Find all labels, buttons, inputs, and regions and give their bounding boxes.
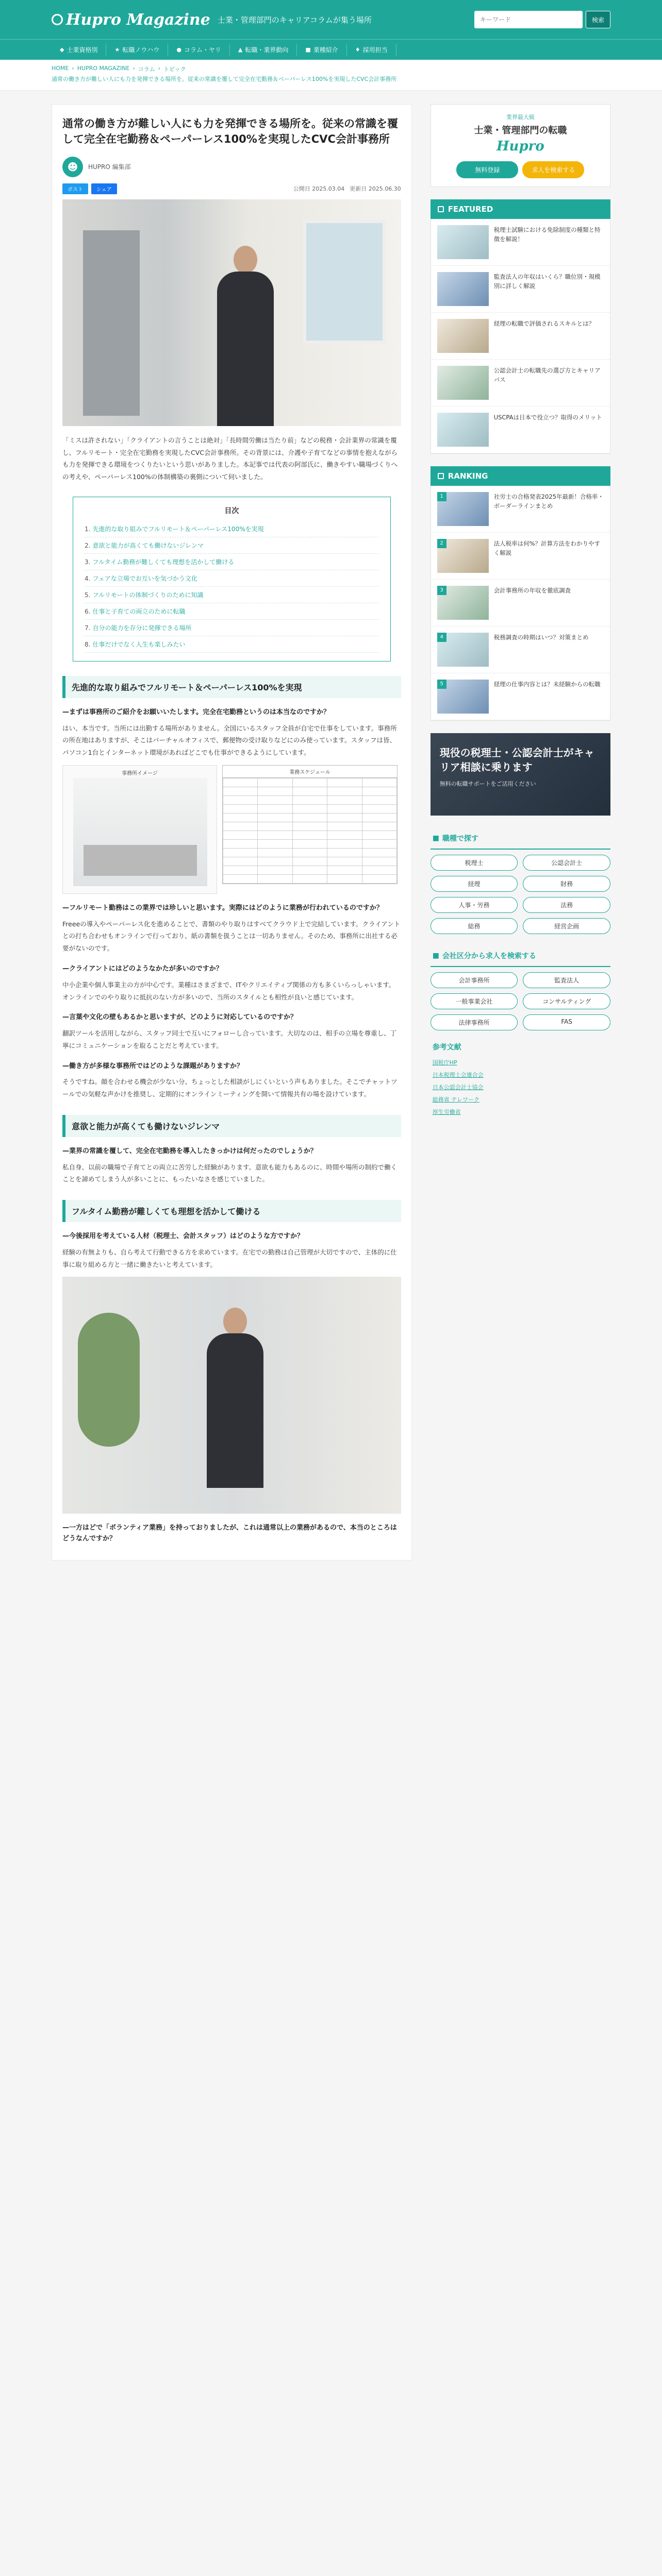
- share-x-button[interactable]: ポスト: [62, 183, 88, 194]
- career-cta-banner[interactable]: [431, 733, 610, 816]
- answer: 私自身、以前の職場で子育てとの両立に苦労した経験があります。意欲も能力もあるのに、時間や場所の制約で働くことを諦めてしまう人が多いことに、もったいなさを感じていました。: [62, 1163, 398, 1183]
- toc-item[interactable]: 4. フェアな立場でお互いを気づかう文化: [85, 570, 379, 587]
- chevron-right-icon: ›: [72, 65, 74, 72]
- job-search-heading: ■ 職種で探す: [431, 828, 610, 850]
- reference-link[interactable]: 国税庁HP: [432, 1059, 457, 1066]
- door-shape: [83, 230, 140, 416]
- breadcrumb-item[interactable]: HUPRO MAGAZINE: [77, 65, 130, 72]
- company-chip-grid: [431, 972, 610, 1030]
- chevron-right-icon: ›: [158, 65, 161, 72]
- company-search-heading: ■ 会社区分から求人を検索する: [431, 945, 610, 967]
- ranking-item[interactable]: 2 法人税率は何%？計算方法をわかりやすく解説: [431, 533, 610, 580]
- featured-item[interactable]: 公認会計士の転職先の選び方とキャリアパス: [431, 360, 610, 406]
- tagline: 士業・管理部門のキャリアコラムが集う場所: [217, 15, 372, 25]
- person-figure: [217, 246, 274, 426]
- nav-icon: ■: [305, 46, 311, 53]
- banner-brand: Hupro: [496, 139, 544, 154]
- portrait-photo: [62, 1277, 401, 1514]
- answer: 経験の有無よりも、自ら考えて行動できる方を求めています。在宅での勤務は自己管理が大切ですので、主体的に仕事に取り組める方と一緒に働きたいと考えています。: [62, 1248, 397, 1268]
- nav-item-industry[interactable]: [297, 44, 346, 56]
- toc-title: 目次: [224, 506, 239, 515]
- nav-icon: ◆: [60, 46, 64, 53]
- nav-item-trend[interactable]: [230, 44, 297, 56]
- ranking-thumb: 2: [437, 539, 489, 573]
- table-of-contents: [73, 497, 391, 662]
- company-chip[interactable]: FAS: [523, 1014, 610, 1030]
- reference-link[interactable]: 総務省 テレワーク: [432, 1096, 479, 1103]
- article-title: 通常の働き方が難しい人にも力を発揮できる場所を。従来の常識を覆して完全在宅勤務＆ペーパーレス100%を実現したCVC会計事務所: [62, 117, 398, 146]
- featured-list: [431, 219, 610, 454]
- building-icon: ■: [432, 952, 439, 960]
- search-input[interactable]: [474, 11, 583, 28]
- company-chip[interactable]: 監査法人: [523, 972, 610, 988]
- breadcrumb-item[interactable]: HOME: [52, 65, 69, 72]
- nav-icon: ♦: [355, 46, 360, 53]
- references-title: 参考文献: [432, 1043, 461, 1052]
- main-nav: [0, 39, 662, 60]
- section-heading: 意欲と能力が高くても働けないジレンマ: [62, 1115, 401, 1137]
- dates: [293, 184, 401, 193]
- ranking-thumb: 4: [437, 633, 489, 667]
- section-heading: 先進的な取り組みでフルリモート＆ペーパーレス100%を実現: [62, 676, 401, 698]
- featured-item[interactable]: 税理士試験における免除制度の種類と特徴を解説！: [431, 219, 610, 266]
- toc-item[interactable]: 1. 先進的な取り組みでフルリモート＆ペーパーレス100%を実現: [85, 521, 379, 537]
- answer: そうですね。顔を合わせる機会が少ない分、ちょっとした相談がしにくいという声もありました。そこでチャットツールでの気軽な声かけを推奨し、定期的にオンラインミーティングを開いて情報共有の場を設けています。: [62, 1078, 398, 1098]
- ranking-thumb: 5: [437, 680, 489, 714]
- grid-icon: [438, 206, 444, 212]
- answer: Freeeの導入やペーパーレス化を進めることで、書類のやり取りはすべてクラウド上で完結しています。クライアントとの打ち合わせもオンラインで行っており、紙の書類を扱うことは一切ありません。そのため、事務所に出社する必要がないのです。: [62, 920, 401, 953]
- job-chip[interactable]: 法務: [523, 897, 610, 913]
- section-heading: フルタイム勤務が難しくても理想を活かして働ける: [62, 1200, 401, 1222]
- nav-label: 転職・業界動向: [245, 46, 289, 54]
- cta-title: 現役の税理士・公認会計士がキャリア相談に乗ります: [439, 747, 594, 773]
- featured-thumb: [437, 366, 489, 400]
- nav-label: コラム・ヤリ: [184, 46, 221, 54]
- reference-link[interactable]: 日本税理士会連合会: [432, 1072, 484, 1078]
- toc-item[interactable]: 7. 自分の能力を存分に発揮できる場所: [85, 620, 379, 636]
- job-chip[interactable]: 総務: [431, 918, 518, 934]
- briefcase-icon: ■: [432, 834, 439, 842]
- published-date: 公開日 2025.03.04: [293, 185, 345, 193]
- nav-item-shigyo[interactable]: [52, 44, 106, 56]
- job-chip[interactable]: 人事・労務: [431, 897, 518, 913]
- nav-icon: ★: [114, 46, 120, 53]
- chevron-right-icon: ›: [133, 65, 135, 72]
- site-logo[interactable]: [52, 11, 210, 29]
- person-figure: [207, 1308, 263, 1488]
- nav-label: 転職ノウハウ: [122, 46, 160, 54]
- updated-date: 更新日 2025.06.30: [350, 185, 401, 193]
- question: —一方はどで「ボランティア業務」を持っておりましたが、これは通常以上の業務があるので、本当のところはどうなんですか？: [62, 1524, 397, 1543]
- question: —業界の常識を覆して、完全在宅勤務を導入したきっかけは何だったのでしょうか？: [62, 1147, 317, 1155]
- banner-line2: 士業・管理部門の転職: [474, 125, 567, 136]
- hupro-banner[interactable]: [431, 104, 610, 187]
- answer: 中小企業や個人事業主の方が中心です。業種はさまざまで、ITやクリエイティブ関係の方も多くいらっしゃいます。オンラインでのやり取りに抵抗のない方が多いので、当所のスタイルとも相性が良いと感じています。: [62, 980, 395, 1001]
- company-chip[interactable]: コンサルティング: [523, 993, 610, 1009]
- job-chip-grid: [431, 855, 610, 934]
- job-chip[interactable]: 財務: [523, 876, 610, 892]
- author-name[interactable]: HUPRO 編集部: [88, 163, 131, 171]
- answer: 翻訳ツールを活用しながら、スタッフ同士で互いにフォローし合っています。大切なのは、相手の立場を尊重し、丁寧にコミュニケーションを取ることだと考えています。: [62, 1029, 397, 1049]
- company-chip[interactable]: 一般事業会社: [431, 993, 518, 1009]
- answer: はい、本当です。当所には出勤する場所がありません。全国にいるスタッフ全員が自宅で仕事をしています。事務所の所在地はありますが、そこはバーチャルオフィスで、郵便物の受け取りなどにのみ使っています。スタッフは皆、パソコン1台とインターネット環境があればどこでも仕事ができるようにしています。: [62, 724, 397, 757]
- hero-image: [62, 199, 401, 426]
- plant-shape: [78, 1313, 140, 1447]
- top-bar: [0, 0, 662, 39]
- company-chip[interactable]: 法律事務所: [431, 1014, 518, 1030]
- register-button[interactable]: 無料登録: [456, 161, 518, 178]
- featured-item[interactable]: 監査法人の年収はいくら？職位別・規模別に詳しく解説: [431, 266, 610, 313]
- question: —言葉や文化の壁もあるかと思いますが、どのように対応しているのですか？: [62, 1013, 297, 1022]
- job-chip[interactable]: 公認会計士: [523, 855, 610, 871]
- article: [52, 104, 412, 1561]
- ranking-thumb: 3: [437, 586, 489, 620]
- nav-label: 士業資格別: [67, 46, 98, 54]
- question: —クライアントにはどのようなかたが多いのですか？: [62, 964, 223, 973]
- logo-mark-icon: [52, 14, 63, 25]
- logo-text: Hupro Magazine: [66, 10, 210, 29]
- references-list: [431, 1056, 610, 1118]
- office-photo: 事務所イメージ: [62, 765, 217, 894]
- schedule-table: 業務スケジュール: [222, 765, 398, 884]
- featured-thumb: [437, 272, 489, 306]
- toc-item[interactable]: 8. 仕事だけでなく人生も楽しみたい: [85, 636, 379, 653]
- job-search-button[interactable]: 求人を検索する: [522, 161, 584, 178]
- grid-icon: [438, 473, 444, 479]
- ranking-item[interactable]: 4 税務調査の時期はいつ？対策まとめ: [431, 626, 610, 673]
- meta-row: [62, 183, 401, 194]
- banner-line1: 業界最大級: [506, 114, 535, 121]
- search-button[interactable]: 検索: [586, 11, 610, 28]
- nav-icon: ●: [176, 46, 181, 53]
- question: —まずは事務所のご紹介をお願いいたします。完全在宅勤務というのは本当なのですか？: [62, 708, 330, 716]
- featured-thumb: [437, 413, 489, 447]
- toc-item[interactable]: 6. 仕事と子育ての両立のために転職: [85, 603, 379, 620]
- lead-text: 「ミスは許されない」「クライアントの言うことは絶対」「長時間労働は当たり前」などの税務・会計業界の常識を覆し、フルリモート・完全在宅勤務を実現したCVC会計事務所。その背景には、介護や子育てなどの事情を抱えながらも力を発揮できる環境をつくりたいという思いがありました。本記事では代表の阿部氏に、働きやすい職場づくりへの考えや、ペーパーレス100%の体制構築の裏側について伺いました。: [62, 436, 398, 481]
- nav-label: 採用担当: [362, 46, 388, 54]
- job-chip[interactable]: 経理: [431, 876, 518, 892]
- avatar: ☻: [62, 157, 83, 177]
- question: —働き方が多様な事務所ではどのような課題がありますか？: [62, 1062, 244, 1070]
- share-facebook-button[interactable]: シェア: [91, 183, 117, 194]
- featured-item[interactable]: USCPAは日本で役立つ？取得のメリット: [431, 406, 610, 453]
- breadcrumb-item[interactable]: トピック: [163, 66, 186, 73]
- job-chip[interactable]: 税理士: [431, 855, 518, 871]
- ranking-item[interactable]: 1 社労士の合格発表2025年最新！合格率・ボーダーラインまとめ: [431, 486, 610, 533]
- question: —今後採用を考えている人材（税理士、会計スタッフ）はどのような方ですか？: [62, 1232, 304, 1241]
- breadcrumb-current: 通常の働き方が難しい人にも力を発揮できる場所を。従来の常識を覆して完全在宅勤務＆ペーパーレス100%を実現したCVC会計事務所: [52, 76, 397, 82]
- question: —フルリモート勤務はこの業界では珍しいと思います。実際にはどのように業務が行われているのですか？: [62, 904, 383, 912]
- job-chip[interactable]: 経営企画: [523, 918, 610, 934]
- window-shape: [303, 220, 386, 344]
- search-form: [474, 11, 610, 28]
- ranking-title: RANKING: [431, 466, 610, 486]
- nav-item-knowhow[interactable]: [106, 44, 168, 56]
- author: [62, 157, 401, 177]
- cta-sub: 無料の転職サポートをご活用ください: [439, 781, 536, 787]
- ranking-thumb: 1: [437, 492, 489, 526]
- toc-item[interactable]: 3. フルタイム勤務が難しくても理想を活かして働ける: [85, 554, 379, 570]
- breadcrumb: [0, 60, 662, 91]
- nav-item-column[interactable]: [168, 44, 230, 56]
- nav-item-recruiter[interactable]: [347, 44, 396, 56]
- ranking-list: [431, 486, 610, 721]
- toc-item[interactable]: 2. 意欲と能力が高くても働けないジレンマ: [85, 537, 379, 554]
- reference-link[interactable]: 厚生労働省: [432, 1109, 461, 1115]
- sidebar: [431, 104, 610, 1118]
- ranking-item[interactable]: 3 会計事務所の年収を徹底調査: [431, 580, 610, 626]
- breadcrumb-item[interactable]: コラム: [138, 66, 155, 73]
- featured-title: FEATURED: [431, 199, 610, 219]
- office-figure: [62, 765, 401, 894]
- nav-icon: ▲: [238, 46, 243, 53]
- ranking-item[interactable]: 5 経理の仕事内容とは？未経験からの転職: [431, 673, 610, 720]
- toc-item[interactable]: 5. フルリモートの体制づくりのために知識: [85, 587, 379, 603]
- featured-thumb: [437, 319, 489, 353]
- company-chip[interactable]: 会計事務所: [431, 972, 518, 988]
- reference-link[interactable]: 日本公認会計士協会: [432, 1084, 484, 1091]
- featured-thumb: [437, 225, 489, 259]
- featured-item[interactable]: 経理の転職で評価されるスキルとは？: [431, 313, 610, 360]
- nav-label: 業種紹介: [313, 46, 338, 54]
